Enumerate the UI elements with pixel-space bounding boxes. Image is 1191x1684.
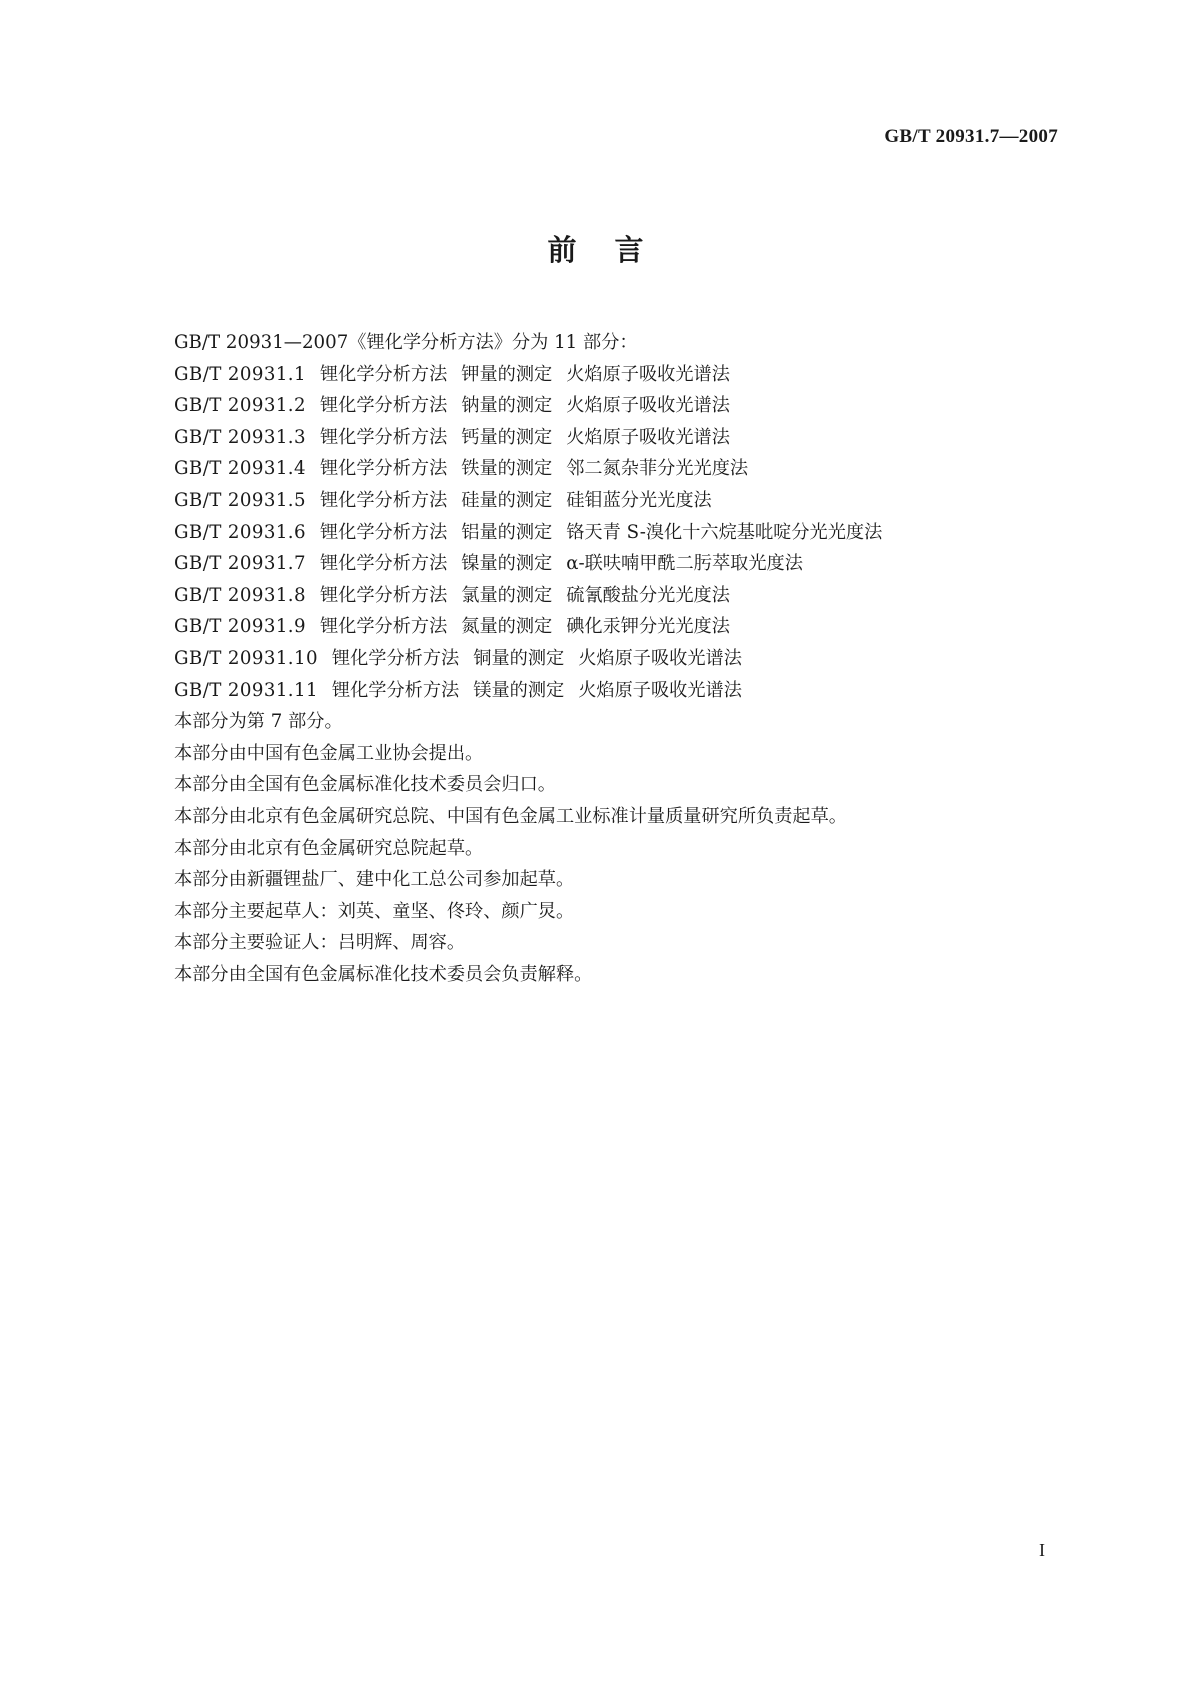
part-code: GB/T 20931.3: [174, 426, 306, 448]
part-item-name: 氮量的测定: [461, 616, 553, 638]
part-technique: 碘化汞钾分光光度法: [566, 616, 730, 638]
part-code: GB/T 20931.11: [174, 679, 318, 701]
part-item: [174, 359, 1074, 391]
part-item: [174, 390, 1074, 422]
statement-line: 本部分由北京有色金属研究总院起草。: [174, 837, 484, 859]
part-method: 锂化学分析方法: [319, 426, 448, 448]
part-technique: 邻二氮杂菲分光光度法: [566, 458, 749, 480]
standard-number: GB/T 20931.7—2007: [884, 126, 1058, 147]
part-item: [174, 422, 1074, 454]
part-item-name: 钙量的测定: [461, 426, 553, 448]
part-technique: 火焰原子吸收光谱法: [566, 363, 730, 385]
part-code: GB/T 20931.7: [174, 553, 306, 575]
part-item: [174, 675, 1074, 707]
part-item: [174, 611, 1074, 643]
part-method: 锂化学分析方法: [319, 584, 448, 606]
statement-line: 本部分由中国有色金属工业协会提出。: [174, 742, 484, 764]
part-code: GB/T 20931.4: [174, 458, 306, 480]
page-number: I: [1039, 1540, 1045, 1560]
intro-line: GB/T 20931—2007《锂化学分析方法》分为 11 部分：: [174, 332, 638, 353]
part-item-name: 硅量的测定: [461, 489, 553, 511]
statement-line: 本部分由全国有色金属标准化技术委员会负责解释。: [174, 963, 593, 985]
part-method: 锂化学分析方法: [331, 679, 460, 701]
part-item: [174, 548, 1074, 580]
part-item: [174, 453, 1074, 485]
statements-list: [174, 706, 1074, 990]
part-item-name: 钠量的测定: [461, 395, 553, 417]
part-technique: 火焰原子吸收光谱法: [578, 647, 742, 669]
part-technique: α-联呋喃甲酰二肟萃取光度法: [566, 553, 803, 575]
part-technique: 铬天青 S-溴化十六烷基吡啶分光光度法: [566, 521, 883, 543]
part-item-name: 氯量的测定: [461, 584, 553, 606]
part-method: 锂化学分析方法: [331, 647, 460, 669]
part-method: 锂化学分析方法: [319, 363, 448, 385]
foreword-body: [174, 327, 1074, 990]
part-code: GB/T 20931.2: [174, 395, 306, 417]
part-item: [174, 580, 1074, 612]
part-item: [174, 485, 1074, 517]
part-item-name: 镍量的测定: [461, 553, 553, 575]
part-code: GB/T 20931.9: [174, 616, 306, 638]
statement-line: 本部分为第 7 部分。: [174, 711, 343, 733]
part-code: GB/T 20931.1: [174, 363, 306, 385]
part-code: GB/T 20931.6: [174, 521, 306, 543]
part-technique: 硅钼蓝分光光度法: [566, 489, 712, 511]
part-method: 锂化学分析方法: [319, 489, 448, 511]
part-technique: 硫氰酸盐分光光度法: [566, 584, 730, 606]
part-code: GB/T 20931.8: [174, 584, 306, 606]
statement-line: 本部分主要起草人：刘英、童坚、佟玲、颜广炅。: [174, 900, 575, 922]
statement-line: 本部分由北京有色金属研究总院、中国有色金属工业标准计量质量研究所负责起草。: [174, 805, 847, 827]
statement-line: 本部分由新疆锂盐厂、建中化工总公司参加起草。: [174, 869, 575, 891]
part-item-name: 镁量的测定: [473, 679, 565, 701]
part-item-name: 铜量的测定: [473, 647, 565, 669]
part-code: GB/T 20931.10: [174, 647, 318, 669]
statement-line: 本部分主要验证人：吕明辉、周容。: [174, 932, 466, 954]
part-method: 锂化学分析方法: [319, 395, 448, 417]
part-method: 锂化学分析方法: [319, 458, 448, 480]
parts-list: [174, 359, 1074, 707]
part-technique: 火焰原子吸收光谱法: [566, 426, 730, 448]
part-technique: 火焰原子吸收光谱法: [578, 679, 742, 701]
part-item: [174, 517, 1074, 549]
part-code: GB/T 20931.5: [174, 489, 306, 511]
statement-line: 本部分由全国有色金属标准化技术委员会归口。: [174, 774, 556, 796]
part-item-name: 铁量的测定: [461, 458, 553, 480]
part-method: 锂化学分析方法: [319, 616, 448, 638]
part-item-name: 铝量的测定: [461, 521, 553, 543]
part-item: [174, 643, 1074, 675]
page-title: 前言: [547, 233, 682, 267]
part-technique: 火焰原子吸收光谱法: [566, 395, 730, 417]
part-method: 锂化学分析方法: [319, 521, 448, 543]
part-method: 锂化学分析方法: [319, 553, 448, 575]
part-item-name: 钾量的测定: [461, 363, 553, 385]
